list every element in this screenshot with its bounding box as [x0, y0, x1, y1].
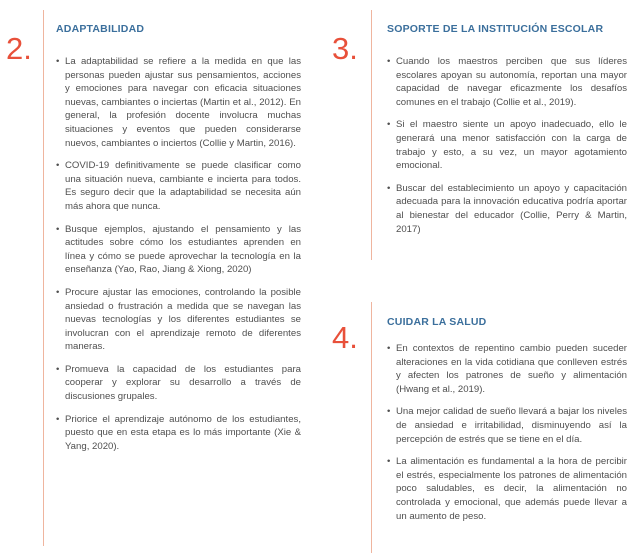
section-divider: [371, 10, 372, 260]
section-title: SOPORTE DE LA INSTITUCIÓN ESCOLAR: [387, 23, 604, 35]
bullet-list: [387, 342, 627, 532]
section-divider: [371, 302, 372, 553]
section-number: 3.: [332, 31, 358, 66]
list-item: • La alimentación es fundamental a la hora de percibir el estrés, especialmente los patrones de alimentación poco saludables, es decir, la alimentación no controlada y emocional, que además puede llevar a un aumento de peso.: [387, 455, 627, 523]
section-title: CUIDAR LA SALUD: [387, 316, 487, 328]
bullet-list: [387, 55, 627, 245]
list-item: • Procure ajustar las emociones, controlando la posible ansiedad o frustración a medida que se navegan las nuevas tecnologías y los diferentes estudiantes se involucran con el aprendizaje remoto de diferentes maneras.: [56, 286, 301, 354]
list-item: • Promueva la capacidad de los estudiantes para cooperar y explorar su desarrollo a través de discusiones grupales.: [56, 363, 301, 404]
list-item: • La adaptabilidad se refiere a la medida en que las personas pueden ajustar sus pensamientos, acciones y emociones para navegar con eficacia situaciones nuevas, cambiantes o inciertas (Martin et al., 2012). En general, la profesión docente involucra muchas situaciones y eventos que pueden considerarse nuevos, cambiantes o inciertos (Collie y Martin, 2016).: [56, 55, 301, 150]
list-item: • Si el maestro siente un apoyo inadecuado, ello le generará una menor satisfacción con la carga de trabajo y esto, a su vez, un mayor agotamiento emocional.: [387, 118, 627, 172]
bullet-list: [56, 55, 301, 462]
list-item: • Busque ejemplos, ajustando el pensamiento y las actitudes sobre cómo los estudiantes aprenden en línea y cómo se puede aprovechar la tecnología en la enseñanza (Yao, Rao, Jiang & Xiong, 2020): [56, 223, 301, 277]
section-number: 4.: [332, 320, 358, 355]
list-item: • COVID-19 definitivamente se puede clasificar como una situación nueva, cambiante e incierta para todos. Es seguro decir que la adaptabilidad se necesita aún más ahora que nunca.: [56, 159, 301, 213]
list-item: • Buscar del establecimiento un apoyo y capacitación adecuada para la innovación educativa podría aportar al bienestar del educador (Collie, Perry & Martin, 2017): [387, 182, 627, 236]
section-title: ADAPTABILIDAD: [56, 23, 145, 35]
section-number: 2.: [6, 31, 32, 66]
section-divider: [43, 10, 44, 546]
list-item: • En contextos de repentino cambio pueden suceder alteraciones en la vida cotidiana que conlleven estrés y afecten los patrones de sueño y alimentación (Hwang et al., 2019).: [387, 342, 627, 396]
list-item: • Cuando los maestros perciben que sus líderes escolares apoyan su autonomía, reportan una mayor capacidad de navegar eficazmente los desafíos comunes en el trabajo (Collie et al., 2019).: [387, 55, 627, 109]
list-item: • Priorice el aprendizaje autónomo de los estudiantes, puesto que en esta etapa es lo más importante (Xie & Yang, 2020).: [56, 413, 301, 454]
list-item: • Una mejor calidad de sueño llevará a bajar los niveles de ansiedad e irritabilidad, disminuyendo así la percepción de estrés que se tiene en el día.: [387, 405, 627, 446]
